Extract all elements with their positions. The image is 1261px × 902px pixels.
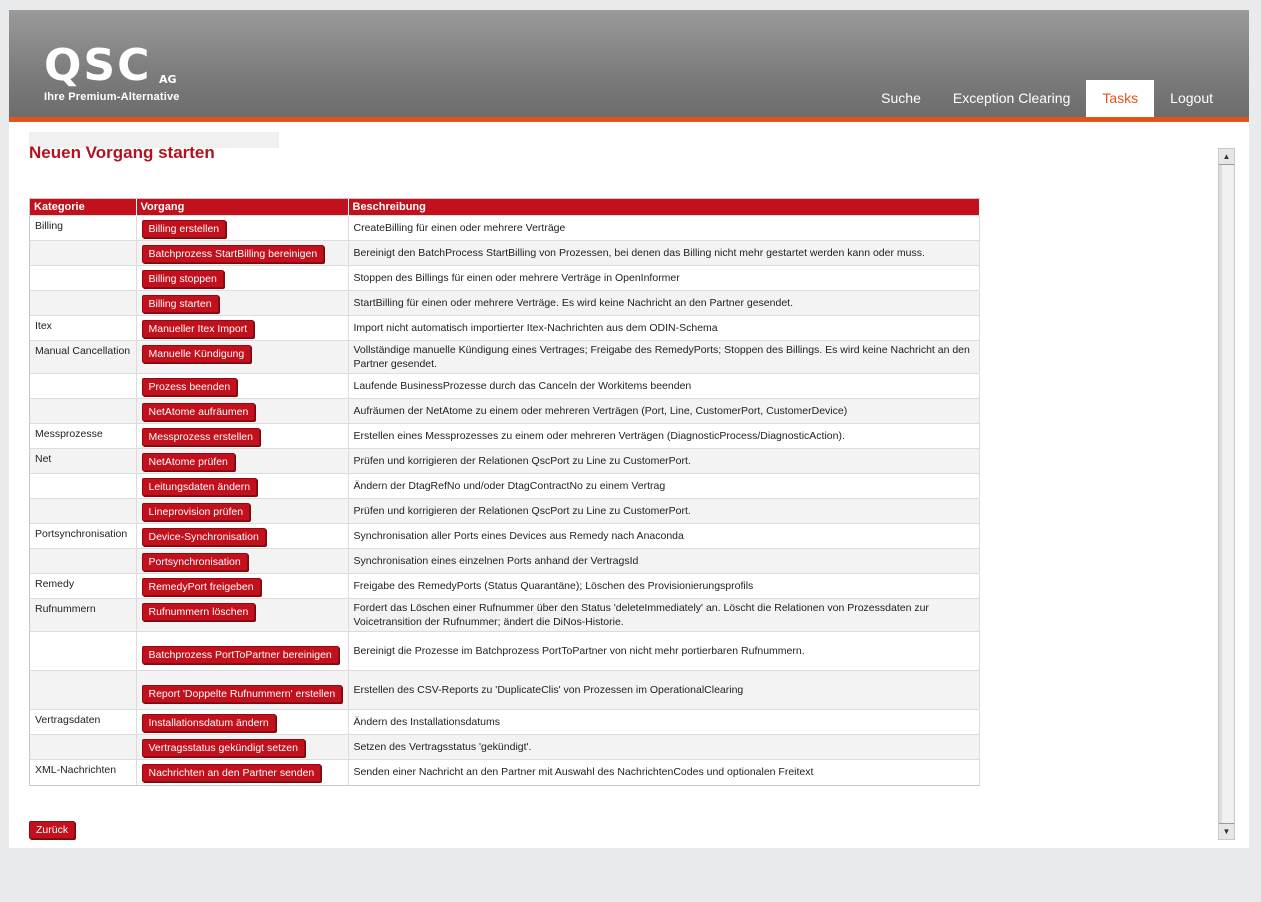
table-row	[30, 424, 979, 449]
action-cell	[136, 735, 348, 760]
action-cell	[136, 524, 348, 549]
category-cell: Rufnummern	[30, 599, 136, 632]
action-button[interactable]: Billing starten	[142, 295, 219, 313]
table-row	[30, 671, 979, 710]
description-cell: CreateBilling für einen oder mehrere Verträge	[348, 216, 979, 241]
action-button[interactable]: Nachrichten an den Partner senden	[142, 764, 322, 782]
action-cell	[136, 291, 348, 316]
table-row	[30, 449, 979, 474]
action-button[interactable]: Batchprozess StartBilling bereinigen	[142, 245, 325, 263]
action-button[interactable]: Billing stoppen	[142, 270, 224, 288]
scroll-up-arrow-icon[interactable]: ▲	[1219, 149, 1234, 165]
table-row	[30, 341, 979, 374]
category-cell	[30, 632, 136, 671]
logo-ag: AG	[159, 73, 177, 86]
action-button[interactable]: Installationsdatum ändern	[142, 714, 276, 732]
table-row	[30, 291, 979, 316]
category-cell	[30, 241, 136, 266]
table-row	[30, 632, 979, 671]
action-cell	[136, 399, 348, 424]
category-cell: Billing	[30, 216, 136, 241]
category-cell	[30, 549, 136, 574]
description-cell: Erstellen des CSV-Reports zu 'DuplicateClis' von Prozessen im OperationalClearing	[348, 671, 979, 710]
action-button[interactable]: Messprozess erstellen	[142, 428, 260, 446]
table-row	[30, 760, 979, 785]
table-row	[30, 710, 979, 735]
category-cell: Remedy	[30, 574, 136, 599]
nav-item-exception-clearing[interactable]: Exception Clearing	[952, 90, 1071, 106]
action-button[interactable]: Leitungsdaten ändern	[142, 478, 258, 496]
table-row	[30, 399, 979, 424]
action-cell	[136, 424, 348, 449]
tasks-table	[30, 199, 980, 785]
category-cell	[30, 399, 136, 424]
action-cell	[136, 241, 348, 266]
table-body	[30, 216, 979, 785]
description-cell: Vollständige manuelle Kündigung eines Vertrages; Freigabe des RemedyPorts; Stoppen des Billings. Es wird keine Nachricht an den Partner gesendet.	[348, 341, 979, 374]
description-cell: Synchronisation eines einzelnen Ports anhand der VertragsId	[348, 549, 979, 574]
nav-item-tasks[interactable]: Tasks	[1086, 80, 1154, 117]
category-cell: Itex	[30, 316, 136, 341]
table-row	[30, 241, 979, 266]
action-button[interactable]: Batchprozess PortToPartner bereinigen	[142, 646, 339, 664]
action-cell	[136, 760, 348, 785]
description-cell: Fordert das Löschen einer Rufnummer über den Status 'deleteImmediately' an. Löscht die Relationen von Prozessdaten zur Voicetransition der Rufnummer; ändert die DiNos-Historie.	[348, 599, 979, 632]
description-cell: Bereinigt den BatchProcess StartBilling von Prozessen, bei denen das Billing nicht mehr gestartet werden kann oder muss.	[348, 241, 979, 266]
scroll-down-arrow-icon[interactable]: ▼	[1219, 823, 1234, 839]
description-cell: Setzen des Vertragsstatus 'gekündigt'.	[348, 735, 979, 760]
action-button[interactable]: Billing erstellen	[142, 220, 227, 238]
table-row	[30, 524, 979, 549]
action-cell	[136, 710, 348, 735]
category-cell: Messprozesse	[30, 424, 136, 449]
logo-tagline: Ihre Premium-Alternative	[44, 91, 180, 103]
table-row	[30, 474, 979, 499]
table-row	[30, 499, 979, 524]
page-title: Neuen Vorgang starten	[29, 143, 215, 162]
table-row	[30, 266, 979, 291]
action-button[interactable]: Device-Synchronisation	[142, 528, 266, 546]
description-cell: Prüfen und korrigieren der Relationen QscPort zu Line zu CustomerPort.	[348, 499, 979, 524]
table-row	[30, 216, 979, 241]
table-row	[30, 599, 979, 632]
category-cell: Portsynchronisation	[30, 524, 136, 549]
scrollbar-thumb[interactable]	[1219, 165, 1234, 823]
description-cell: Laufende BusinessProzesse durch das Canceln der Workitems beenden	[348, 374, 979, 399]
main-nav	[865, 80, 1229, 117]
action-cell	[136, 549, 348, 574]
action-button[interactable]: Vertragsstatus gekündigt setzen	[142, 739, 305, 757]
description-cell: StartBilling für einen oder mehrere Verträge. Es wird keine Nachricht an den Partner gesendet.	[348, 291, 979, 316]
header	[9, 10, 1249, 117]
header-accent-line	[9, 117, 1249, 122]
action-cell	[136, 499, 348, 524]
table-header-row	[30, 199, 979, 216]
column-header-kategorie: Kategorie	[30, 199, 136, 216]
qsc-logo	[44, 40, 180, 103]
category-cell	[30, 266, 136, 291]
category-cell: Net	[30, 449, 136, 474]
action-cell	[136, 216, 348, 241]
action-button[interactable]: RemedyPort freigeben	[142, 578, 261, 596]
description-cell: Erstellen eines Messprozesses zu einem oder mehreren Verträgen (DiagnosticProcess/DiagnosticAction).	[348, 424, 979, 449]
action-cell	[136, 574, 348, 599]
action-cell	[136, 671, 348, 710]
action-cell	[136, 266, 348, 291]
column-header-beschreibung: Beschreibung	[348, 199, 979, 216]
description-cell: Ändern des Installationsdatums	[348, 710, 979, 735]
category-cell	[30, 374, 136, 399]
category-cell	[30, 474, 136, 499]
description-cell: Senden einer Nachricht an den Partner mit Auswahl des NachrichtenCodes und optionalen Freitext	[348, 760, 979, 785]
category-cell	[30, 735, 136, 760]
category-cell	[30, 671, 136, 710]
category-cell	[30, 291, 136, 316]
app-frame	[9, 10, 1249, 848]
category-cell: XML-Nachrichten	[30, 760, 136, 785]
category-cell	[30, 499, 136, 524]
vertical-scrollbar[interactable]	[1218, 148, 1235, 840]
tasks-table-container	[29, 198, 980, 786]
action-button[interactable]: NetAtome aufräumen	[142, 403, 256, 421]
description-cell: Bereinigt die Prozesse im Batchprozess PortToPartner von nicht mehr portierbaren Rufnummern.	[348, 632, 979, 671]
action-button[interactable]: Manuelle Kündigung	[142, 345, 252, 363]
category-cell: Manual Cancellation	[30, 341, 136, 374]
action-cell	[136, 374, 348, 399]
action-cell	[136, 599, 348, 632]
description-cell: Import nicht automatisch importierter Itex-Nachrichten aus dem ODIN-Schema	[348, 316, 979, 341]
description-cell: Freigabe des RemedyPorts (Status Quarantäne); Löschen des Provisionierungsprofils	[348, 574, 979, 599]
action-button[interactable]: Report 'Doppelte Rufnummern' erstellen	[142, 685, 343, 703]
category-cell: Vertragsdaten	[30, 710, 136, 735]
table-row	[30, 549, 979, 574]
table-row	[30, 374, 979, 399]
action-button[interactable]: Rufnummern löschen	[142, 603, 256, 621]
action-cell	[136, 474, 348, 499]
action-cell	[136, 316, 348, 341]
action-cell	[136, 632, 348, 671]
column-header-vorgang: Vorgang	[136, 199, 348, 216]
description-cell: Prüfen und korrigieren der Relationen QscPort zu Line zu CustomerPort.	[348, 449, 979, 474]
table-row	[30, 316, 979, 341]
action-button[interactable]: Manueller Itex Import	[142, 320, 255, 338]
action-cell	[136, 449, 348, 474]
description-cell: Stoppen des Billings für einen oder mehrere Verträge in OpenInformer	[348, 266, 979, 291]
description-cell: Synchronisation aller Ports eines Devices aus Remedy nach Anaconda	[348, 524, 979, 549]
action-button[interactable]: NetAtome prüfen	[142, 453, 235, 471]
action-button[interactable]: Prozess beenden	[142, 378, 238, 396]
table-row	[30, 574, 979, 599]
action-button[interactable]: Portsynchronisation	[142, 553, 248, 571]
table-row	[30, 735, 979, 760]
action-cell	[136, 341, 348, 374]
back-button[interactable]: Zurück	[29, 821, 75, 839]
description-cell: Aufräumen der NetAtome zu einem oder mehreren Verträgen (Port, Line, CustomerPort, CustomerDevice)	[348, 399, 979, 424]
logo-wordmark: QSC	[44, 40, 152, 91]
description-cell: Ändern der DtagRefNo und/oder DtagContractNo zu einem Vertrag	[348, 474, 979, 499]
action-button[interactable]: Lineprovision prüfen	[142, 503, 251, 521]
nav-item-logout[interactable]: Logout	[1170, 90, 1213, 106]
nav-item-suche[interactable]: Suche	[881, 90, 921, 106]
